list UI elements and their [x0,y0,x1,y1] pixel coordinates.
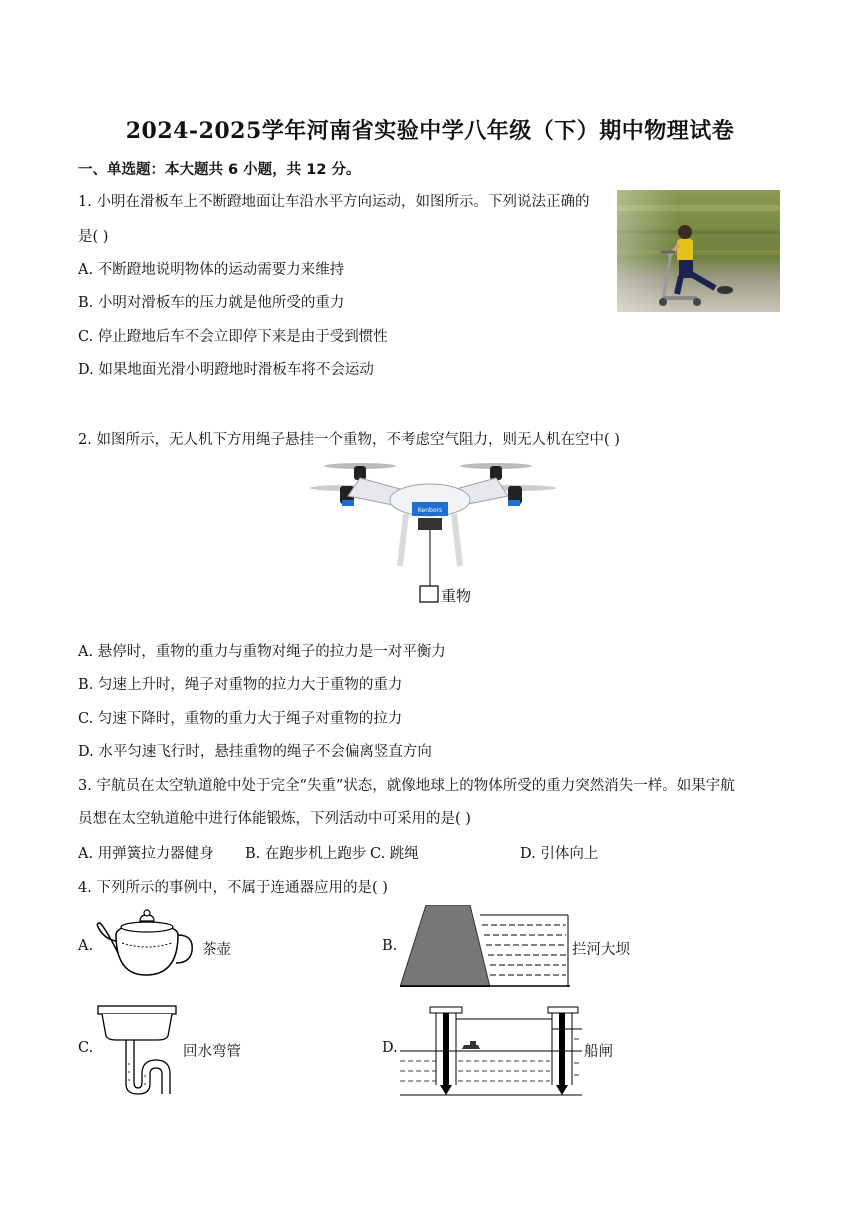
q2-option-d: D. 水平匀速飞行时，悬挂重物的绳子不会偏离竖直方向 [78,744,432,760]
q4-option-c-caption: 回水弯管 [183,1044,241,1060]
dam-figure [400,905,570,987]
q4-option-b-letter: B. [382,938,398,954]
section-heading: 一、单选题：本大题共 6 小题，共 12 分。 [78,162,361,178]
q3-option-c: C. 跳绳 [370,846,419,862]
q3-option-a: A. 用弹簧拉力器健身 [78,846,214,862]
q4-option-c-letter: C. [78,1040,94,1056]
drone-figure [308,456,556,608]
q2-option-a: A. 悬停时，重物的重力与重物对绳子的拉力是一对平衡力 [78,644,446,660]
q4-option-d-caption: 船闸 [584,1044,613,1060]
q4-option-d-letter: D. [382,1040,398,1056]
q2-option-b: B. 匀速上升时，绳子对重物的拉力大于重物的重力 [78,677,403,693]
q1-stem-line2: 是( ) [78,229,109,245]
q1-option-d: D. 如果地面光滑小明蹬地时滑板车将不会运动 [78,362,374,378]
scooter-photo [617,190,780,312]
q1-option-b: B. 小明对滑板车的压力就是他所受的重力 [78,295,345,311]
q3-stem-line2: 员想在太空轨道舱中进行体能锻炼，下列活动中可采用的是( ) [78,811,471,827]
q4-option-b-caption: 拦河大坝 [572,942,630,958]
q4-stem: 4. 下列所示的事例中，不属于连通器应用的是( ) [78,880,388,896]
q3-option-d: D. 引体向上 [520,846,599,862]
weight-label: 重物 [441,587,472,605]
q1-option-a: A. 不断蹬地说明物体的运动需要力来维持 [78,262,345,278]
page-title: 2024-2025学年河南省实验中学八年级（下）期中物理试卷 [125,118,735,144]
q3-stem-line1: 3. 宇航员在太空轨道舱中处于完全“失重”状态，就像地球上的物体所受的重力突然消失一样。如果宇航 [78,778,735,794]
q2-stem: 2. 如图所示，无人机下方用绳子悬挂一个重物，不考虑空气阻力，则无人机在空中( ) [78,432,620,448]
q2-option-c: C. 匀速下降时，重物的重力大于绳子对重物的拉力 [78,711,403,727]
drain-trap-figure [96,1004,180,1096]
drone-brand-text: Kenbors [417,507,443,514]
q4-option-a-caption: 茶壶 [202,942,231,958]
q1-stem-line1: 1. 小明在滑板车上不断蹬地面让车沿水平方向运动，如图所示。下列说法正确的 [78,194,590,210]
q3-option-b: B. 在跑步机上跑步 [245,846,367,862]
ship-lock-figure [400,1005,582,1101]
q4-option-a-letter: A. [78,938,94,954]
teapot-figure [94,905,200,980]
q1-option-c: C. 停止蹬地后车不会立即停下来是由于受到惯性 [78,329,388,345]
